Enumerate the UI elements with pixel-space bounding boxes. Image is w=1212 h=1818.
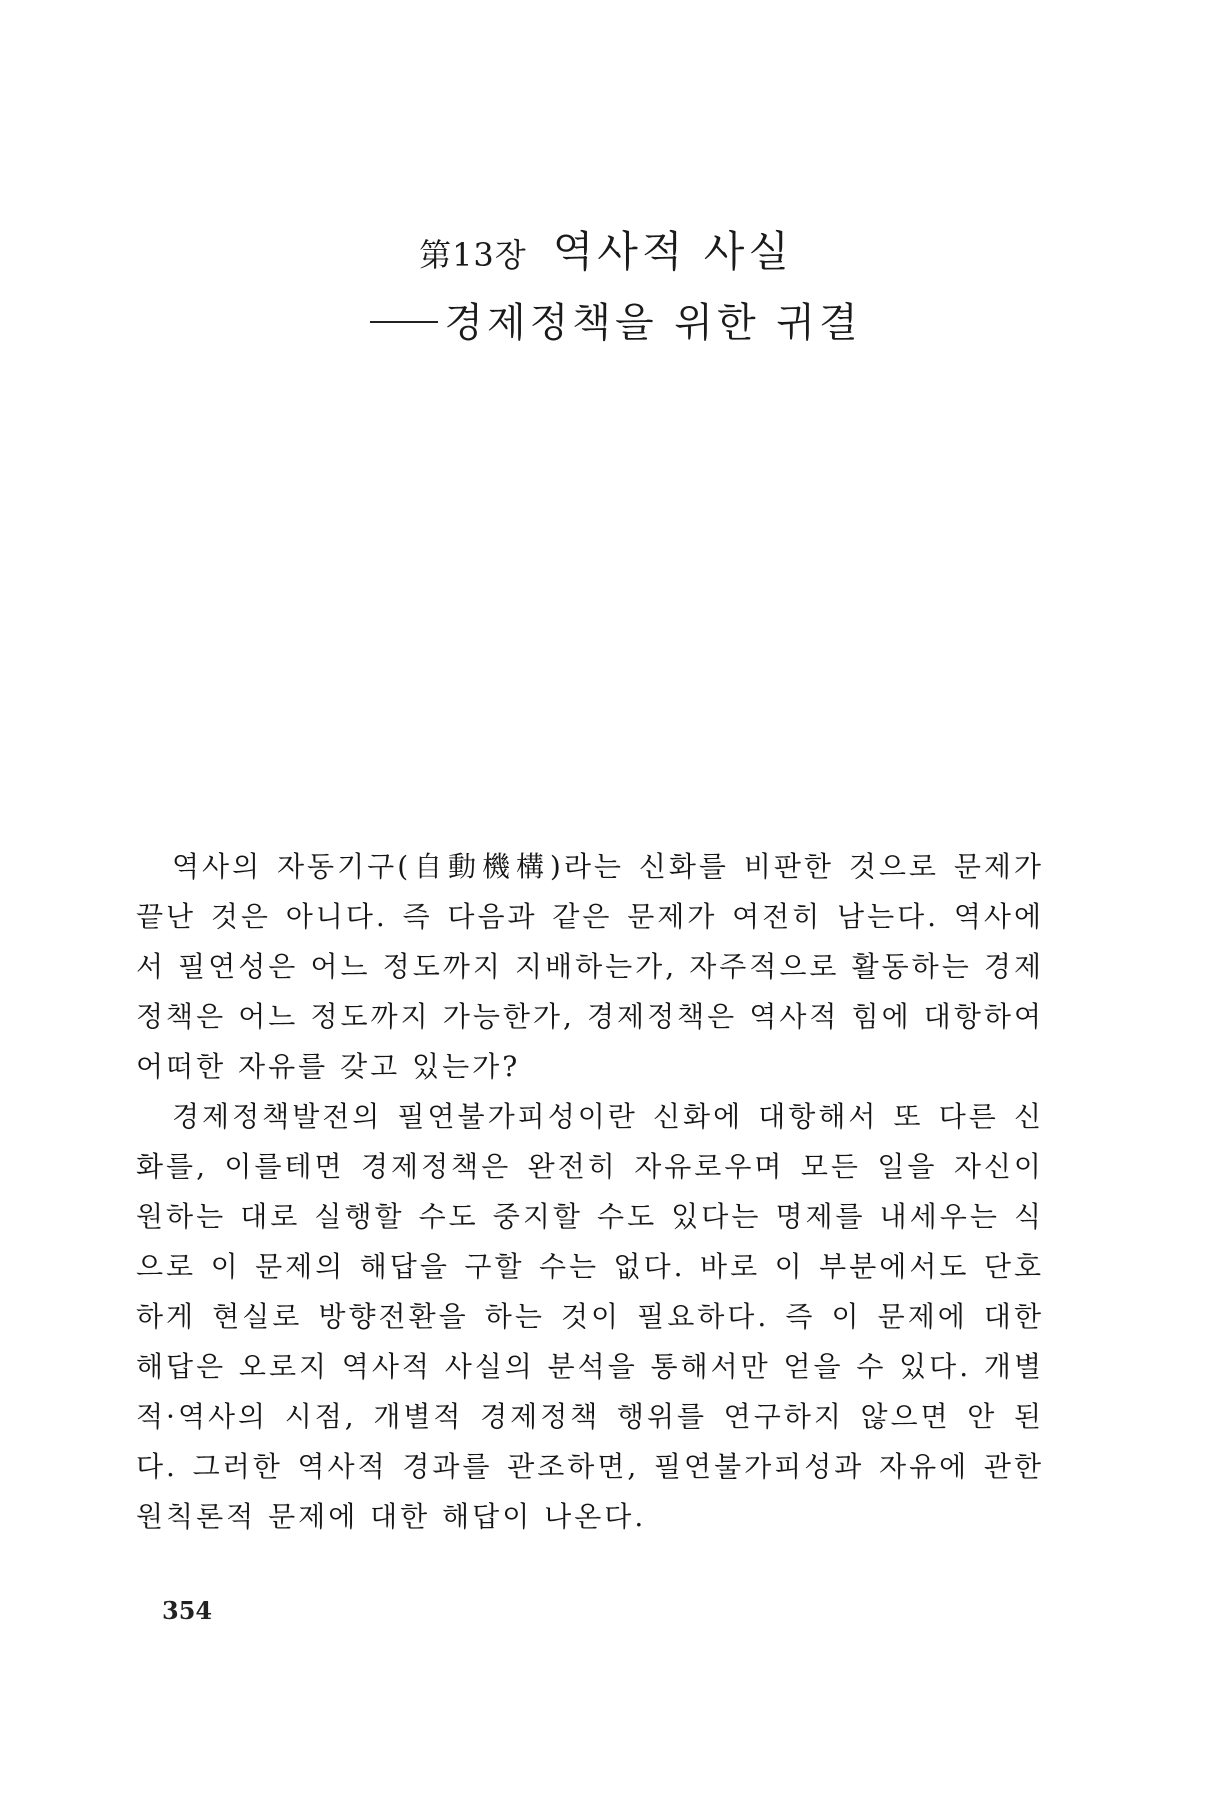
chapter-number: 第13장 [419, 236, 527, 274]
body-text [136, 842, 1044, 1542]
chapter-subtitle-line [0, 293, 1212, 353]
chapter-heading [0, 222, 1212, 353]
paragraph-1: 역사의 자동기구(自動機構)라는 신화를 비판한 것으로 문제가 끝난 것은 아니다. 즉 다음과 같은 문제가 여전히 남는다. 역사에서 필연성은 어느 정도까지 지배하는가, 자주적으로 활동하는 경제정책은 어느 정도까지 가능한가, 경제정책은 역사적 힘에 대항하여 어떠한 자유를 갖고 있는가? [136, 850, 1044, 1083]
chapter-title-line [0, 222, 1212, 285]
em-dash-rule [370, 321, 438, 323]
chapter-subtitle: 경제정책을 위한 귀결 [444, 300, 862, 346]
chapter-title: 역사적 사실 [552, 227, 793, 276]
paragraph-2: 경제정책발전의 필연불가피성이란 신화에 대항해서 또 다른 신화를, 이를테면 경제정책은 완전히 자유로우며 모든 일을 자신이 원하는 대로 실행할 수도 중지할 수도 있다는 명제를 내세우는 식으로 이 문제의 해답을 구할 수는 없다. 바로 이 부분에서도 단호하게 현실로 방향전환을 하는 것이 필요하다. 즉 이 문제에 대한 해답은 오로지 역사적 사실의 분석을 통해서만 얻을 수 있다. 개별적·역사의 시점, 개별적 경제정책 행위를 연구하지 않으면 안 된다. 그러한 역사적 경과를 관조하면, 필연불가피성과 자유에 관한 원칙론적 문제에 대한 해답이 나온다. [136, 1100, 1044, 1533]
page-number: 354 [162, 1596, 213, 1625]
